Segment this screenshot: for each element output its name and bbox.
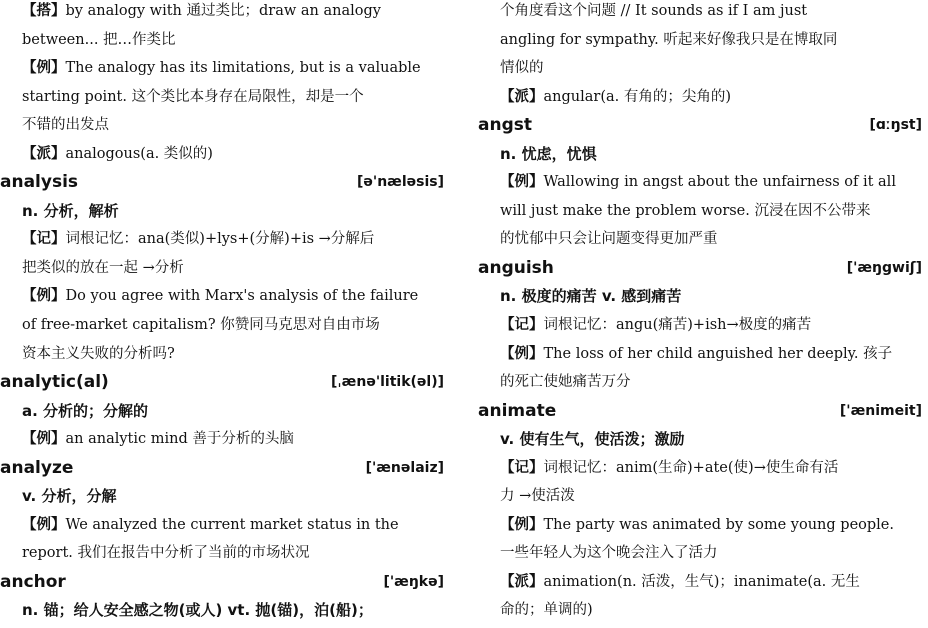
entry-headword-row xyxy=(0,371,444,393)
body-line xyxy=(22,114,444,136)
line-text: will just make the problem worse. 沉浸在因不公带来 xyxy=(500,202,871,219)
definition-line xyxy=(500,285,922,307)
body-line xyxy=(500,514,922,536)
pronunciation: ['ænimeit] xyxy=(839,402,922,419)
line-text: The party was animated by some young people. xyxy=(543,516,894,533)
line-text: Do you agree with Marx's analysis of the failure xyxy=(65,288,419,305)
body-line xyxy=(22,29,444,51)
headword: analytic(al) xyxy=(0,372,109,393)
headword: analyze xyxy=(0,457,74,478)
section-tag: 【例】 xyxy=(22,516,66,533)
entry-headword-row xyxy=(478,400,922,422)
body-line xyxy=(22,343,444,365)
line-text: 力 →使活泼 xyxy=(500,488,575,505)
body-line xyxy=(500,457,922,479)
section-tag: 【例】 xyxy=(500,345,544,362)
line-text: animation(n. 活泼，生气)；inanimate(a. 无生 xyxy=(543,573,860,590)
line-text: We analyzed the current market status in the xyxy=(65,516,399,533)
definition-text: v. 使有生气，使活泼；激励 xyxy=(500,430,685,449)
section-tag: 【例】 xyxy=(500,174,544,191)
section-tag: 【派】 xyxy=(22,145,66,162)
body-line xyxy=(500,29,922,51)
line-text: report. 我们在报告中分析了当前的市场状况 xyxy=(22,545,310,562)
body-line xyxy=(22,228,444,250)
body-line xyxy=(500,485,922,507)
line-text: 的忧郁中只会让问题变得更加严重 xyxy=(500,231,718,248)
line-text: 个角度看这个问题 // It sounds as if I am just xyxy=(500,3,808,19)
body-line xyxy=(22,514,444,536)
definition-text: n. 忧虑，忧惧 xyxy=(500,144,597,163)
section-tag: 【记】 xyxy=(500,317,544,333)
entry-headword-row xyxy=(0,457,444,479)
body-line xyxy=(500,0,922,22)
headword: anguish xyxy=(478,257,554,278)
line-text: 词根记忆：anim(生命)+ate(使)→使生命有活 xyxy=(543,459,839,476)
entry-headword-row xyxy=(478,257,922,279)
line-text: of free-market capitalism? 你赞同马克思对自由市场 xyxy=(22,317,380,333)
body-line xyxy=(22,86,444,108)
line-text: 不错的出发点 xyxy=(22,117,109,134)
body-line xyxy=(500,228,922,250)
definition-line xyxy=(22,200,444,222)
section-tag: 【搭】 xyxy=(22,3,66,19)
entry-headword-row xyxy=(0,171,444,193)
line-text: angling for sympathy. 听起来好像我只是在博取同 xyxy=(500,31,838,48)
body-line xyxy=(500,57,922,79)
pronunciation: [ˌænə'litik(əl)] xyxy=(331,374,444,391)
body-line xyxy=(500,371,922,393)
body-line xyxy=(22,428,444,450)
headword: angst xyxy=(478,115,532,136)
section-tag: 【例】 xyxy=(500,516,544,533)
definition-text: n. 极度的痛苦 v. 感到痛苦 xyxy=(500,287,682,306)
entry-headword-row xyxy=(0,571,444,593)
pronunciation: [ə'næləsis] xyxy=(357,174,444,191)
line-text: Wallowing in angst about the unfairness of it all xyxy=(543,174,896,191)
line-text: 词根记忆：ana(类似)+lys+(分解)+is →分解后 xyxy=(65,231,375,248)
definition-line xyxy=(22,400,444,422)
body-line xyxy=(500,571,922,593)
headword: analysis xyxy=(0,172,79,193)
line-text: 把类似的放在一起 →分析 xyxy=(22,259,184,276)
body-line xyxy=(22,143,444,165)
body-line xyxy=(22,285,444,307)
line-text: between... 把…作类比 xyxy=(22,31,176,48)
line-text: The analogy has its limitations, but is a valuable xyxy=(65,60,421,77)
line-text: 一些年轻人为这个晚会注入了活力 xyxy=(500,545,718,562)
line-text: angular(a. 有角的；尖角的) xyxy=(543,88,731,105)
definition-text: n. 分析，解析 xyxy=(22,201,119,220)
body-line xyxy=(500,343,922,365)
definition-text: a. 分析的；分解的 xyxy=(22,401,149,420)
section-tag: 【派】 xyxy=(500,88,544,105)
body-line xyxy=(500,86,922,108)
definition-line xyxy=(500,428,922,450)
body-line xyxy=(22,57,444,79)
body-line xyxy=(22,257,444,279)
line-text: The loss of her child anguished her deeply. 孩子 xyxy=(543,345,893,362)
pronunciation: ['ænəlaiz] xyxy=(365,459,444,476)
section-tag: 【例】 xyxy=(22,60,66,77)
pronunciation: ['æŋgwiʃ] xyxy=(846,259,922,276)
section-tag: 【派】 xyxy=(500,573,544,590)
body-line xyxy=(22,0,444,22)
line-text: 情似的 xyxy=(500,60,544,77)
line-text: starting point. 这个类比本身存在局限性，却是一个 xyxy=(22,88,364,105)
body-line xyxy=(22,542,444,564)
section-tag: 【例】 xyxy=(22,431,66,448)
body-line xyxy=(500,200,922,222)
body-line xyxy=(500,542,922,564)
definition-line xyxy=(500,143,922,165)
line-text: by analogy with 通过类比；draw an analogy xyxy=(65,3,381,19)
headword: anchor xyxy=(0,571,66,592)
definition-text: v. 分析，分解 xyxy=(22,487,117,506)
pronunciation: [ɑːŋst] xyxy=(869,117,922,134)
section-tag: 【记】 xyxy=(500,459,544,476)
body-line xyxy=(500,171,922,193)
entry-headword-row xyxy=(478,114,922,136)
line-text: 词根记忆：angu(痛苦)+ish→极度的痛苦 xyxy=(543,317,812,333)
pronunciation: ['æŋkə] xyxy=(383,573,444,590)
line-text: an analytic mind 善于分析的头脑 xyxy=(65,431,294,448)
definition-line xyxy=(22,599,444,621)
section-tag: 【例】 xyxy=(22,288,66,305)
line-text: 资本主义失败的分析吗? xyxy=(22,345,175,362)
headword: animate xyxy=(478,400,557,421)
body-line xyxy=(500,599,922,621)
line-text: analogous(a. 类似的) xyxy=(65,145,213,162)
body-line xyxy=(22,314,444,336)
body-line xyxy=(500,314,922,336)
definition-line xyxy=(22,485,444,507)
definition-text: n. 锚；给人安全感之物(或人) vt. 抛(锚)，泊(船)； xyxy=(22,601,373,620)
line-text: 的死亡使她痛苦万分 xyxy=(500,374,631,391)
line-text: 命的；单调的) xyxy=(500,602,593,619)
section-tag: 【记】 xyxy=(22,231,66,248)
